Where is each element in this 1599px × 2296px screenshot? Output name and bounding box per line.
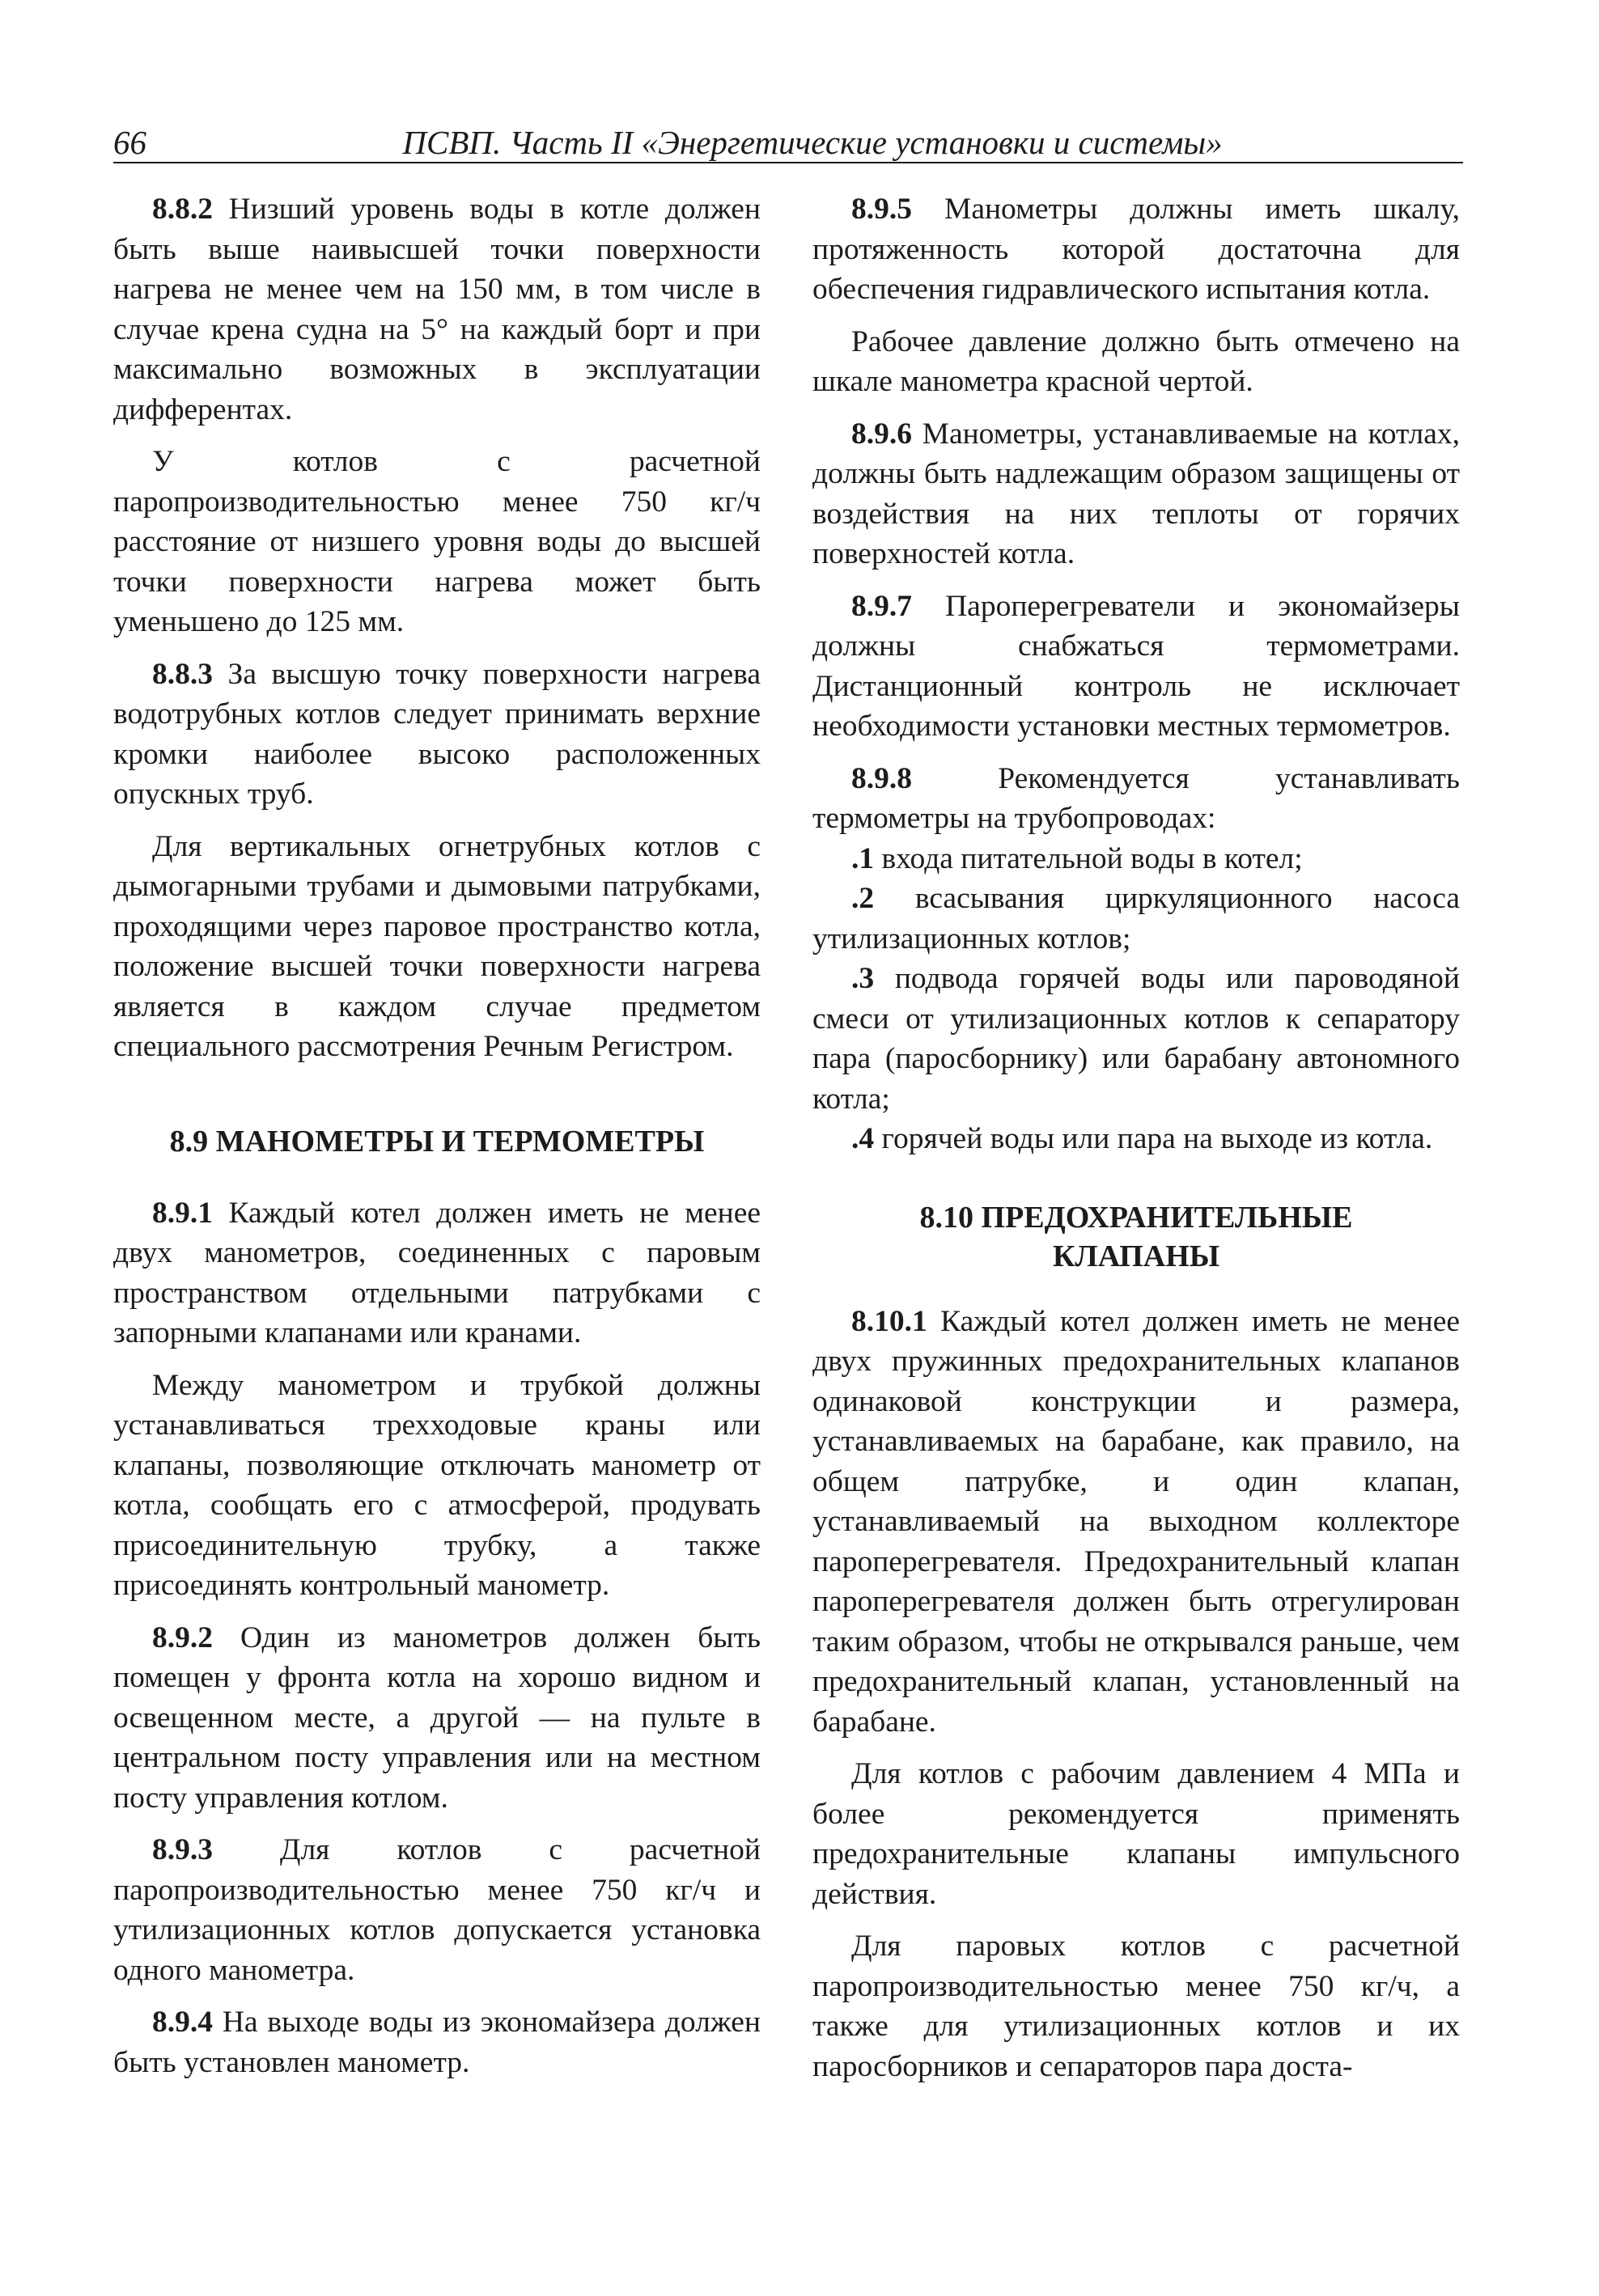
paragraph-8-9-3 <box>113 1830 761 1990</box>
paragraph: У котлов с расчетной паропроизводительностью менее 750 кг/ч расстояние от низшего уровня воды до высшей точки поверхности нагрева может быть уменьшено до 125 мм. <box>113 445 761 638</box>
clause-number: 8.9.2 <box>152 1620 213 1654</box>
right-column <box>812 189 1460 2099</box>
paragraph-8-9-2 <box>113 1618 761 1819</box>
paragraph-8-10-1 <box>812 1302 1460 1743</box>
clause-number: 8.8.3 <box>152 657 213 691</box>
paragraph-text: Манометры должны иметь шкалу, протяженность которой достаточна для обеспечения гидравлического испытания котла. <box>812 193 1460 306</box>
paragraph-8-9-1 <box>113 1193 761 1353</box>
list-item-number: .1 <box>851 841 875 875</box>
paragraph: Для вертикальных огнетрубных котлов с дымогарными трубами и дымовыми патрубками, проходящими через паровое пространство котла, положение высшей точки поверхности нагрева является в каждом случае предметом специального рассмотрения Речным Регистром. <box>113 829 761 1063</box>
list-item-number: .3 <box>851 962 875 995</box>
paragraph-text: Для котлов с расчетной паропроизводительностью менее 750 кг/ч и утилизационных котлов допускается установка одного манометра. <box>113 1833 761 1987</box>
list-item <box>812 879 1460 959</box>
paragraph-text: Низший уровень воды в котле должен быть выше наивысшей точки поверхности нагрева не менее чем на 150 мм, в том числе в случае крена судна на 5° на каждый борт и при максимально возможных в эксплуатации дифферентах. <box>113 193 761 426</box>
list-item-text: входа питательной воды в котел; <box>874 841 1303 875</box>
running-title: ПСВП. Часть II «Энергетические установки и системы» <box>402 124 1223 161</box>
header-rule <box>113 162 1463 163</box>
clause-number: 8.8.2 <box>152 193 213 226</box>
list-item-number: .4 <box>851 1122 875 1155</box>
clause-number: 8.10.1 <box>851 1304 927 1338</box>
paragraph-text: Один из манометров должен быть помещен у фронта котла на хорошо видном и освещенном месте, а другой — на пульте в центральном посту управления или на местном посту управления котлом. <box>113 1620 761 1815</box>
paragraph-8-9-7 <box>812 587 1460 747</box>
paragraph-text: Рекомендуется устанавливать термометры на трубопроводах: <box>812 761 1460 835</box>
heading-line: КЛАПАНЫ <box>1052 1239 1220 1273</box>
paragraph-text: Каждый котел должен иметь не менее двух пружинных предохранительных клапанов одинаковой конструкции и размера, устанавливаемых на барабане, как правило, на общем патрубке, и один клапан, устанавливаемый на выходном коллекторе пароперегревателя. Предохранительный клапан пароперегревателя должен быть отрегулирован таким образом, чтобы не открывался раньше, чем предохранительный клапан, установленный на барабане. <box>812 1304 1460 1739</box>
clause-number: 8.9.7 <box>851 589 912 623</box>
paragraph: Между манометром и трубкой должны устанавливаться трехходовые краны или клапаны, позволяющие отключать манометр от котла, сообщать его с атмосферой, продувать присоединительную трубку, а также присоединять контрольный манометр. <box>113 1368 761 1602</box>
paragraph: Для паровых котлов с расчетной паропроизводительностью менее 750 кг/ч, а также для утилизационных котлов и их паросборников и сепараторов пара доста- <box>812 1930 1460 2083</box>
paragraph-text: Каждый котел должен иметь не менее двух манометров, соединенных с паровым пространством отдельными патрубками с запорными клапанами или кранами. <box>113 1196 761 1349</box>
page-number: 66 <box>113 124 146 161</box>
list-item-number: .2 <box>851 882 875 915</box>
paragraph-8-9-5 <box>812 189 1460 310</box>
paragraph-8-8-2 <box>113 189 761 430</box>
clause-number: 8.9.1 <box>152 1196 213 1230</box>
paragraph: Рабочее давление должно быть отмечено на шкале манометра красной чертой. <box>812 324 1460 398</box>
section-heading-8-9: 8.9 МАНОМЕТРЫ И ТЕРМОМЕТРЫ <box>169 1124 705 1159</box>
clause-number: 8.9.6 <box>851 417 912 451</box>
paragraph-8-9-8 <box>812 759 1460 839</box>
list-item-text: подвода горячей воды или пароводяной смеси от утилизационных котлов к сепаратору пара (паросборнику) или барабану автономного котла; <box>812 962 1460 1116</box>
heading-line: 8.10 ПРЕДОХРАНИТЕЛЬНЫЕ <box>919 1200 1353 1235</box>
paragraph: Для котлов с рабочим давлением 4 МПа и более рекомендуется применять предохранительные клапаны импульсного действия. <box>812 1757 1460 1911</box>
clause-number: 8.9.8 <box>851 761 912 795</box>
list-item <box>812 1119 1460 1159</box>
section-heading-8-10 <box>812 1198 1460 1276</box>
clause-number: 8.9.5 <box>851 193 912 226</box>
left-column <box>113 189 761 2095</box>
clause-number: 8.9.4 <box>152 2006 213 2039</box>
clause-number: 8.9.3 <box>152 1833 213 1866</box>
paragraph-8-8-3 <box>113 654 761 815</box>
paragraph-text: За высшую точку поверхности нагрева водотрубных котлов следует принимать верхние кромки наиболее высоко расположенных опускных труб. <box>113 657 761 811</box>
paragraph-8-9-6 <box>812 414 1460 574</box>
list-item <box>812 839 1460 879</box>
paragraph-text: На выходе воды из экономайзера должен быть установлен манометр. <box>113 2006 761 2079</box>
paragraph-text: Пароперегреватели и экономайзеры должны снабжаться термометрами. Дистанционный контроль не исключает необходимости установки местных термометров. <box>812 589 1460 743</box>
paragraph-8-9-4 <box>113 2002 761 2082</box>
list-item <box>812 959 1460 1119</box>
page-header <box>113 120 1463 165</box>
list-item-text: горячей воды или пара на выходе из котла. <box>874 1122 1433 1155</box>
paragraph-text: Манометры, устанавливаемые на котлах, должны быть надлежащим образом защищены от воздействия на них теплоты от горячих поверхностей котла. <box>812 417 1460 570</box>
list-item-text: всасывания циркуляционного насоса утилизационных котлов; <box>812 882 1460 955</box>
